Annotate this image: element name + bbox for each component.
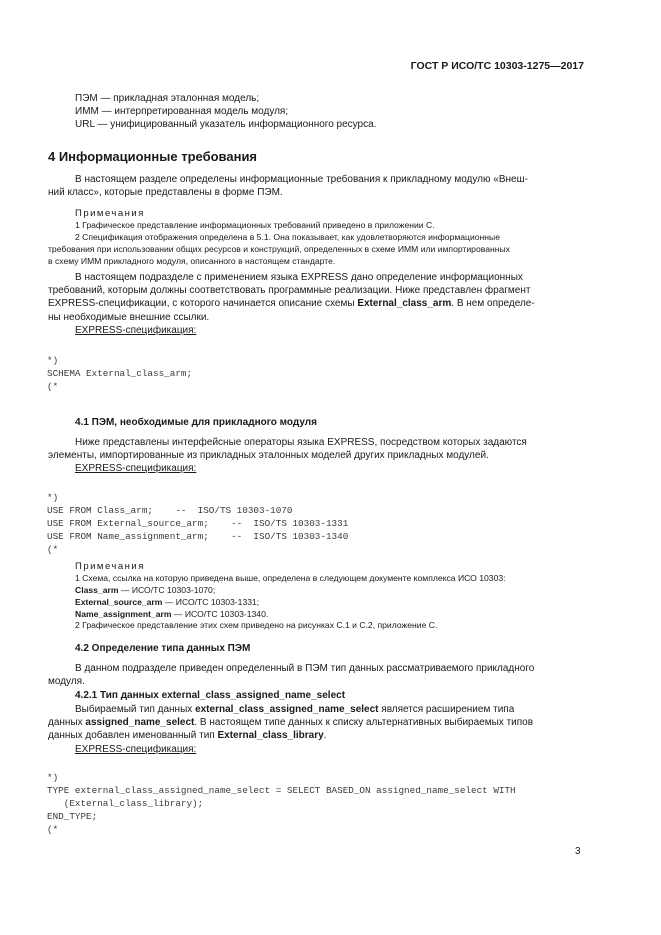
- paragraph-line: модуля.: [48, 676, 85, 688]
- express-spec-label: EXPRESS-спецификация:: [75, 743, 197, 755]
- section-4-1-paragraph: [48, 436, 579, 476]
- paragraph-line: EXPRESS-спецификации, с которого начинается описание схемы External_class_arm. В нем определе-: [48, 298, 535, 310]
- paragraph-line: ний класс», которые представлены в форме ПЭМ.: [48, 187, 283, 199]
- schema-reference: Name_assignment_arm — ИСО/ТС 10303-1340.: [75, 608, 269, 619]
- note-line: 2 Спецификация отображения определена в 5.1. Она показывает, как удовлетворяются информационные: [75, 232, 500, 242]
- express-code-block: *) USE FROM Class_arm; -- ISO/TS 10303-1070 USE FROM External_source_arm; -- ISO/TS 10303-1331 USE FROM Name_assignment_arm; -- ISO/TS 10303-1340 (*: [47, 492, 349, 555]
- express-code-block: *) SCHEMA External_class_arm; (*: [47, 355, 193, 392]
- express-code-block: *) TYPE external_class_assigned_name_select = SELECT BASED_ON assigned_name_select WITH (External_class_library); END_TYPE; (*: [47, 772, 516, 835]
- paragraph-line: Ниже представлены интерфейсные операторы языка EXPRESS, посредством которых задаются: [75, 437, 527, 448]
- section-4-2-1-paragraph: [48, 703, 579, 756]
- schema-reference: External_source_arm — ИСО/ТС 10303-1331;: [75, 596, 260, 607]
- paragraph-line: В данном подразделе приведен определенный в ПЭМ тип данных рассматриваемого прикладного: [75, 663, 535, 674]
- type-name: external_class_assigned_name_select: [195, 704, 379, 715]
- section-4-2-paragraph: [48, 662, 579, 688]
- note-line: 1 Схема, ссылка на которую приведена выше, определена в следующем документе комплекса ИСО 10303:: [75, 573, 506, 584]
- document-header: ГОСТ Р ИСО/ТС 10303-1275—2017: [410, 60, 584, 72]
- section-4-1-notes: [48, 560, 579, 632]
- paragraph-line: данных assigned_name_select. В настоящем типе данных к списку альтернативных выбираемых типов: [48, 717, 534, 729]
- express-spec-label: EXPRESS-спецификация:: [75, 324, 197, 336]
- abbreviation-list: [48, 92, 579, 132]
- schema-reference: Class_arm — ИСО/ТС 10303-1070;: [75, 585, 216, 595]
- paragraph-line: ны необходимые внешние ссылки.: [48, 311, 210, 323]
- type-name: assigned_name_select: [85, 717, 195, 729]
- notes-heading: Примечания: [75, 208, 145, 219]
- section-4-1-heading: 4.1 ПЭМ, необходимые для прикладного модуля: [75, 417, 317, 428]
- paragraph-line: элементы, импортированные из прикладных эталонных моделей других прикладных модулей.: [48, 450, 489, 462]
- section-4-2-1-heading: 4.2.1 Тип данных external_class_assigned_name_select: [75, 690, 346, 701]
- paragraph-line: требований, которым должны соответствовать программные реализации. Ниже представлен фрагмент: [48, 285, 531, 297]
- section-4-paragraph-2: [48, 271, 579, 337]
- note-line: 1 Графическое представление информационных требований приведено в приложении С.: [75, 220, 435, 231]
- section-4-2-heading: 4.2 Определение типа данных ПЭМ: [75, 643, 251, 654]
- type-name: External_class_library: [217, 730, 324, 742]
- paragraph-line: В настоящем подразделе с применением языка EXPRESS дано определение информационных: [75, 272, 523, 283]
- section-4-intro: [48, 173, 579, 199]
- schema-name: External_class_arm: [357, 298, 452, 310]
- abbreviation-item: URL — унифицированный указатель информационного ресурса.: [75, 119, 377, 131]
- section-4-notes: [48, 207, 579, 267]
- page-number: 3: [575, 846, 581, 857]
- notes-heading: Примечания: [75, 561, 145, 572]
- paragraph-line: В настоящем разделе определены информационные требования к прикладному модулю «Внеш-: [75, 174, 528, 185]
- abbreviation-item: ПЭМ — прикладная эталонная модель;: [75, 93, 260, 104]
- paragraph-line: Выбираемый тип данных external_class_assigned_name_select является расширением типа: [75, 704, 515, 715]
- abbreviation-item: ИММ — интерпретированная модель модуля;: [75, 106, 289, 118]
- paragraph-line: данных добавлен именованный тип External_class_library.: [48, 730, 327, 742]
- note-line: в схему ИММ прикладного модуля, описанного в настоящем стандарте.: [48, 255, 336, 266]
- section-4-heading: 4 Информационные требования: [48, 149, 258, 164]
- note-line: 2 Графическое представление этих схем приведено на рисунках С.1 и С.2, приложение С.: [75, 620, 438, 631]
- note-line: требования при использовании общих ресурсов и конструкций, определенных в схеме ИММ или импортированных: [48, 243, 510, 254]
- express-spec-label: EXPRESS-спецификация:: [75, 463, 197, 475]
